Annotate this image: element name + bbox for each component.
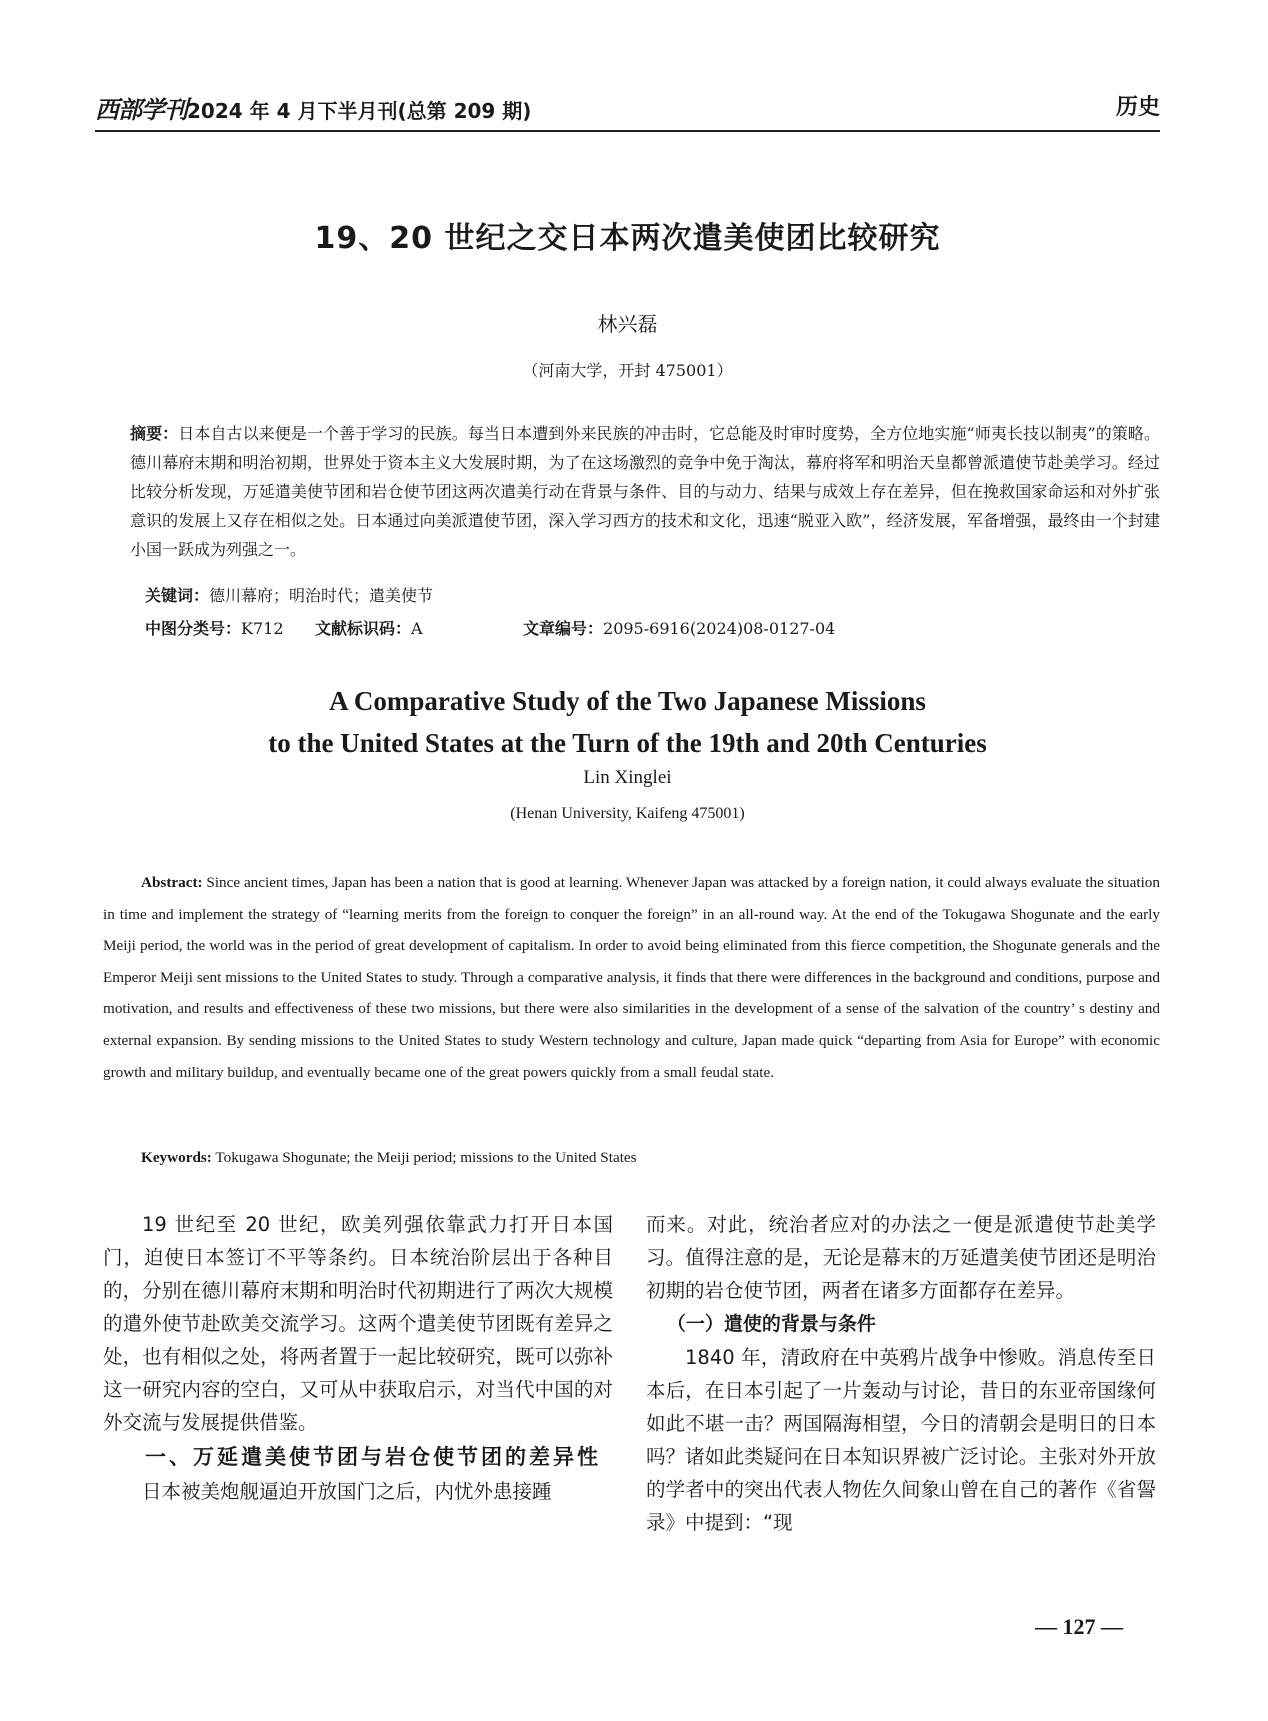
body-column-right: [646, 1208, 1156, 1539]
continued-paragraph: 而来。对此，统治者应对的办法之一便是派遣使节赴美学习。值得注意的是，无论是幕末的万延遣美使节团还是明治初期的岩仓使节团，两者在诸多方面都存在差异。: [646, 1213, 1156, 1302]
keywords-text-en: Tokugawa Shogunate; the Meiji period; missions to the United States: [215, 1149, 637, 1166]
title-english-line2: to the United States at the Turn of the 19th and 20th Centuries: [268, 728, 987, 758]
intro-paragraph: 19 世纪至 20 世纪，欧美列强依靠武力打开日本国门，迫使日本签订不平等条约。日本统治阶层出于各种目的，分别在德川幕府末期和明治时代初期进行了两次大规模的遣外使节赴欧美交流学习。这两个遣美使节团既有差异之处，也有相似之处，将两者置于一起比较研究，既可以弥补这一研究内容的空白，又可从中获取启示，对当代中国的对外交流与发展提供借鉴。: [103, 1213, 613, 1434]
keywords-chinese: [145, 583, 433, 606]
abstract-text-cn: 日本自古以来便是一个善于学习的民族。每当日本遭到外来民族的冲击时，它总能及时审时度势，全方位地实施“师夷长技以制夷”的策略。德川幕府末期和明治初期，世界处于资本主义大发展时期，为了在这场激烈的竞争中免于淘汰，幕府将军和明治天皇都曾派遣使节赴美学习。经过比较分析发现，万延遣美使节团和岩仓使节团这两次遣美行动在背景与条件、目的与动力、结果与成效上存在差异，但在挽救国家命运和对外扩张意识的发展上又存在相似之处。日本通过向美派遣使节团，深入学习西方的技术和文化，迅速“脱亚入欧”，经济发展，军备增强，最终由一个封建小国一跃成为列强之一。: [130, 424, 1160, 559]
journal-logo: 西部学刊: [95, 95, 187, 124]
affiliation-chinese: （河南大学，开封 475001）: [522, 361, 733, 380]
abstract-label-cn: 摘要：: [130, 424, 179, 443]
doc-value: A: [411, 619, 423, 638]
section1-paragraph: 日本被美炮舰逼迫开放国门之后，内忧外患接踵: [142, 1480, 552, 1503]
affiliation-english: (Henan University, Kaifeng 475001): [510, 805, 745, 822]
header-left: [95, 90, 531, 125]
document-code: [315, 616, 423, 639]
abstract-chinese: [130, 419, 1160, 564]
body-column-left: [103, 1208, 613, 1508]
clc-label: 中图分类号：: [145, 619, 242, 638]
running-header: [95, 86, 1160, 132]
title-english: [95, 680, 1160, 764]
keywords-english: [141, 1149, 637, 1167]
title-english-line1: A Comparative Study of the Two Japanese Missions: [329, 686, 926, 716]
section-heading-1: 一、万延遣美使节团与岩仓使节团的差异性: [145, 1445, 601, 1469]
author-english: Lin Xinglei: [583, 767, 672, 788]
clc-number: [145, 616, 284, 639]
issue-info: 2024 年 4 月下半月刊(总第 209 期): [187, 99, 532, 123]
section-name: 历史: [1115, 95, 1160, 120]
subsection-heading: （一）遣使的背景与条件: [666, 1313, 876, 1335]
abstract-label-en: Abstract:: [141, 874, 203, 891]
page-number: — 127 —: [1035, 1614, 1123, 1639]
keywords-label-cn: 关键词：: [145, 586, 210, 605]
doc-label: 文献标识码：: [315, 619, 412, 638]
author-chinese: 林兴磊: [597, 312, 658, 336]
title-chinese: 19、20 世纪之交日本两次遣美使团比较研究: [314, 221, 941, 256]
keywords-text-cn: 德川幕府；明治时代；遣美使节: [209, 586, 434, 605]
article-value: 2095-6916(2024)08-0127-04: [603, 619, 836, 638]
background-paragraph: 1840 年，清政府在中英鸦片战争中惨败。消息传至日本后，在日本引起了一片轰动与讨论，昔日的东亚帝国缘何如此不堪一击？两国隔海相望，今日的清朝会是明日的日本吗？诸如此类疑问在日本知识界被广泛讨论。主张对外开放的学者中的突出代表人物佐久间象山曾在自己的著作《省諐录》中提到：“现: [646, 1346, 1156, 1534]
abstract-text-en: Since ancient times, Japan has been a nation that is good at learning. Whenever Japan was attacked by a foreign nation, it could always evaluate the situation in time and implement the strategy of “learning merits from the foreign to conquer the foreign” in an all-round way. At the end of the Tokugawa Shogunate and the early Meiji period, the world was in the period of great development of capitalism. In order to avoid being eliminated from this fierce competition, the Shogunate generals and the Emperor Meiji sent missions to the United States to study. Through a comparative analysis, it finds that there were differences in the background and conditions, purpose and motivation, and results and effectiveness of these two missions, but there were also similarities in the development of a sense of the salvation of the country’ s destiny and external expansion. By sending missions to the United States to study Western technology and culture, Japan made quick “departing from Asia for Europe” with economic growth and military buildup, and eventually became one of the great powers quickly from a small feudal state.: [103, 874, 1160, 1081]
keywords-label-en: Keywords:: [141, 1149, 212, 1166]
clc-value: K712: [241, 619, 284, 638]
article-label: 文章编号：: [523, 619, 604, 638]
article-number: [523, 616, 835, 639]
abstract-english: [103, 867, 1160, 1088]
